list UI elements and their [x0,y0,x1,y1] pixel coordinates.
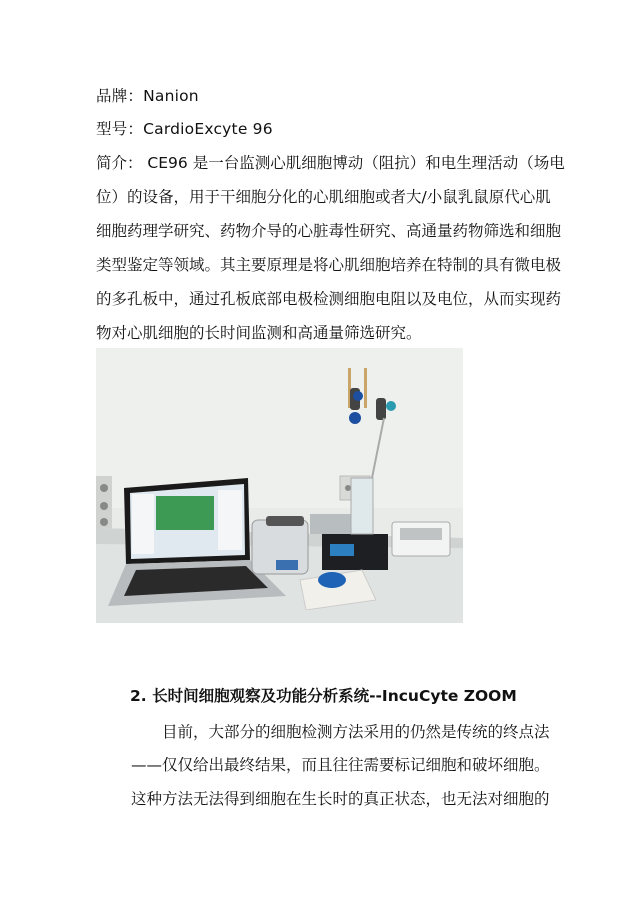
device-photo [96,348,463,623]
intro-line: 简介： CE96 是一台监测心肌细胞博动（阻抗）和电生理活动（场电 [96,154,565,172]
intro-line: 类型鉴定等领域。其主要原理是将心肌细胞培养在特制的具有微电极 [96,256,562,274]
intro-line: 细胞药理学研究、药物介导的心脏毒性研究、高通量药物筛选和细胞 [96,222,562,240]
lab-setup-illustration [96,348,463,623]
section-line: 这种方法无法得到细胞在生长时的真正状态，也无法对细胞的 [131,790,550,808]
brand-line: 品牌：Nanion [96,87,199,105]
model-line: 型号：CardioExcyte 96 [96,120,273,138]
intro-paragraph [96,146,565,350]
intro-line: 位）的设备，用于干细胞分化的心肌细胞或者大/小鼠乳鼠原代心肌 [96,188,551,206]
section-heading: 2. 长时间细胞观察及功能分析系统--IncuCyte ZOOM [130,687,517,705]
intro-line: 物对心肌细胞的长时间监测和高通量筛选研究。 [96,324,422,342]
intro-line: 的多孔板中，通过孔板底部电极检测细胞电阻以及电位，从而实现药 [96,290,562,308]
section-line: ——仅仅给出最终结果，而且往往需要标记细胞和破坏细胞。 [131,756,550,774]
section-line: 目前，大部分的细胞检测方法采用的仍然是传统的终点法 [131,723,550,741]
